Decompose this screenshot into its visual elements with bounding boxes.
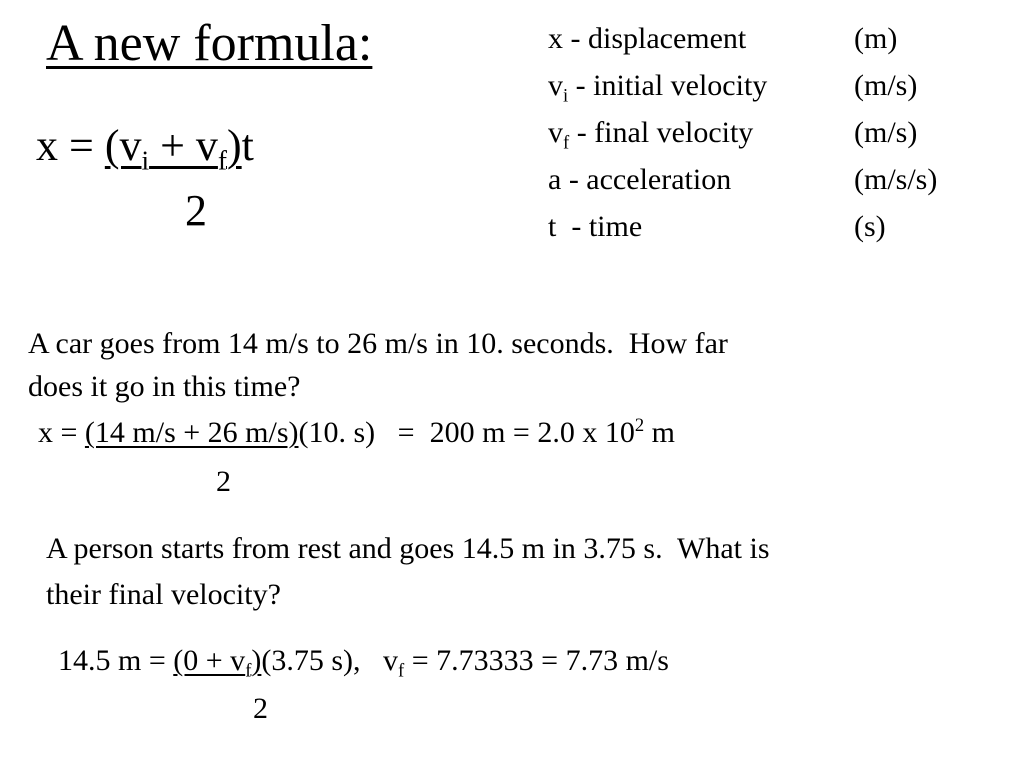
problem-2-denominator: 2 — [253, 692, 268, 725]
problem-2-equation: 14.5 $m = (0 + v_f)(3.75$ s), $v_f = 7.73333 = 7.73$ m/s — [58, 644, 669, 682]
problem-1-denominator: 2 — [216, 465, 231, 498]
slide-title: A new formula: — [46, 15, 373, 72]
problem-2-text: A person starts from rest and goes 14.5 m in 3.75 s. What is their final velocity? — [46, 532, 770, 611]
formula-numerator: $(v_i + v_f)$ — [104, 121, 242, 176]
formula-numerator-line: $x = (v_i + v_f)t$ — [36, 121, 254, 176]
formula-denominator: 2 — [185, 186, 207, 235]
problem-1-equation: x = (14 m/s + 26 m/s)(10. s) = 200 m = 2.0 x $10^2$ m — [38, 414, 675, 449]
problem-1-text: A car goes from 14 m/s to 26 m/s in 10. seconds. How far does it go in this time? — [28, 327, 728, 403]
